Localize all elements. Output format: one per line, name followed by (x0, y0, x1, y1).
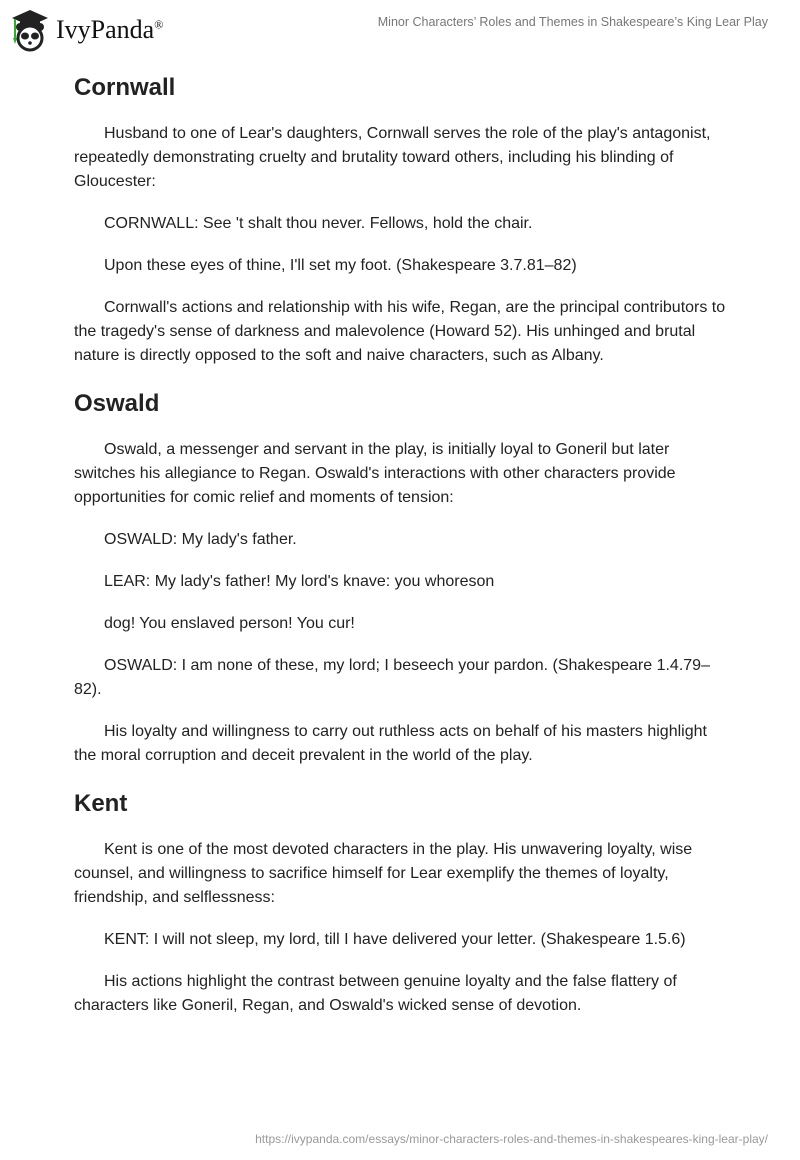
quote-line: CORNWALL: See 't shalt thou never. Fellows, hold the chair. (104, 215, 533, 232)
section-cornwall (74, 70, 730, 368)
panda-graduate-icon (10, 8, 50, 52)
paragraph: Cornwall's actions and relationship with his wife, Regan, are the principal contributors to the tragedy's sense of darkness and malevolence (Howard 52). His unhinged and brutal nature is directly opposed to the soft and naive characters, such as Albany. (74, 299, 726, 364)
quote-line: LEAR: My lady's father! My lord's knave: you whoreson (104, 573, 495, 590)
quote-line: OSWALD: My lady's father. (104, 531, 297, 548)
section-oswald (74, 386, 730, 768)
paragraph: Oswald, a messenger and servant in the play, is initially loyal to Goneril but later switches his allegiance to Regan. Oswald's interactions with other characters provide opportunities for comic relief and moments of tension: (74, 441, 676, 506)
quote-line: Upon these eyes of thine, I'll set my foot. (Shakespeare 3.7.81–82) (104, 257, 577, 274)
quote-line: dog! You enslaved person! You cur! (104, 615, 355, 632)
registered-mark: ® (154, 17, 164, 32)
source-url[interactable]: https://ivypanda.com/essays/minor-characters-roles-and-themes-in-shakespeares-king-lear-play/ (255, 1132, 768, 1146)
ivypanda-logo[interactable] (10, 8, 163, 52)
section-kent (74, 786, 730, 1018)
logo-text: IvyPanda (56, 15, 155, 44)
section-heading: Oswald (74, 390, 160, 417)
paragraph: Kent is one of the most devoted characters in the play. His unwavering loyalty, wise counsel, and willingness to sacrifice himself for Lear exemplify the themes of loyalty, friendship, and selflessness: (74, 841, 693, 906)
document-title: Minor Characters’ Roles and Themes in Shakespeare’s King Lear Play (377, 15, 768, 29)
section-heading: Kent (74, 790, 128, 817)
section-heading: Cornwall (74, 74, 176, 101)
quote-line: KENT: I will not sleep, my lord, till I have delivered your letter. (Shakespeare 1.5.6) (104, 931, 686, 948)
paragraph: His actions highlight the contrast between genuine loyalty and the false flattery of characters like Goneril, Regan, and Oswald's wicked sense of devotion. (74, 973, 677, 1014)
paragraph: His loyalty and willingness to carry out ruthless acts on behalf of his masters highlight the moral corruption and deceit prevalent in the world of the play. (74, 723, 707, 764)
quote-line: OSWALD: I am none of these, my lord; I beseech your pardon. (Shakespeare 1.4.79–82). (74, 657, 710, 698)
essay-content (74, 70, 730, 1036)
paragraph: Husband to one of Lear's daughters, Cornwall serves the role of the play's antagonist, repeatedly demonstrating cruelty and brutality toward others, including his blinding of Gloucester: (74, 125, 711, 190)
